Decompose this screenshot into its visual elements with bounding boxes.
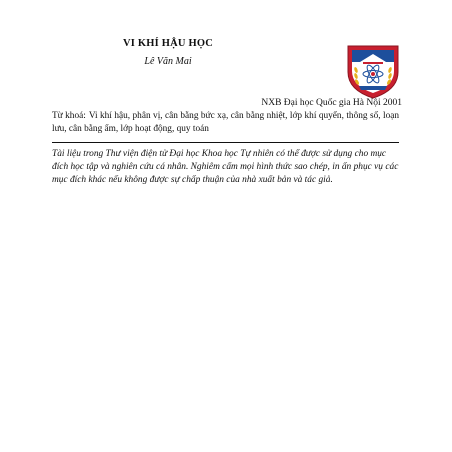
- keywords-block: [52, 110, 399, 136]
- university-shield-logo-icon: [343, 40, 403, 100]
- copyright-notice: Tài liệu trong Thư viện điện tử Đại học Khoa học Tự nhiên có thể được sử dụng cho mục đích học tập và nghiên cứu cá nhân. Nghiêm cấm mọi hình thức sao chép, in ấn phục vụ các mục đích khác nếu không được sự chấp thuận của nhà xuất bản và tác giả.: [52, 149, 399, 186]
- keywords-label: Từ khoá:: [52, 111, 86, 121]
- book-author: Lê Văn Mai: [144, 56, 192, 67]
- publisher-line: NXB Đại học Quốc gia Hà Nội 2001: [261, 98, 402, 108]
- book-title: VI KHÍ HẬU HỌC: [122, 38, 213, 49]
- divider-rule: [52, 142, 399, 143]
- keywords-text: Vi khí hậu, phân vị, cân bằng bức xạ, cân bằng nhiệt, lớp khí quyển, thông số, loạn lưu, cân bằng ẩm, lớp hoạt động, quy toán: [52, 111, 400, 135]
